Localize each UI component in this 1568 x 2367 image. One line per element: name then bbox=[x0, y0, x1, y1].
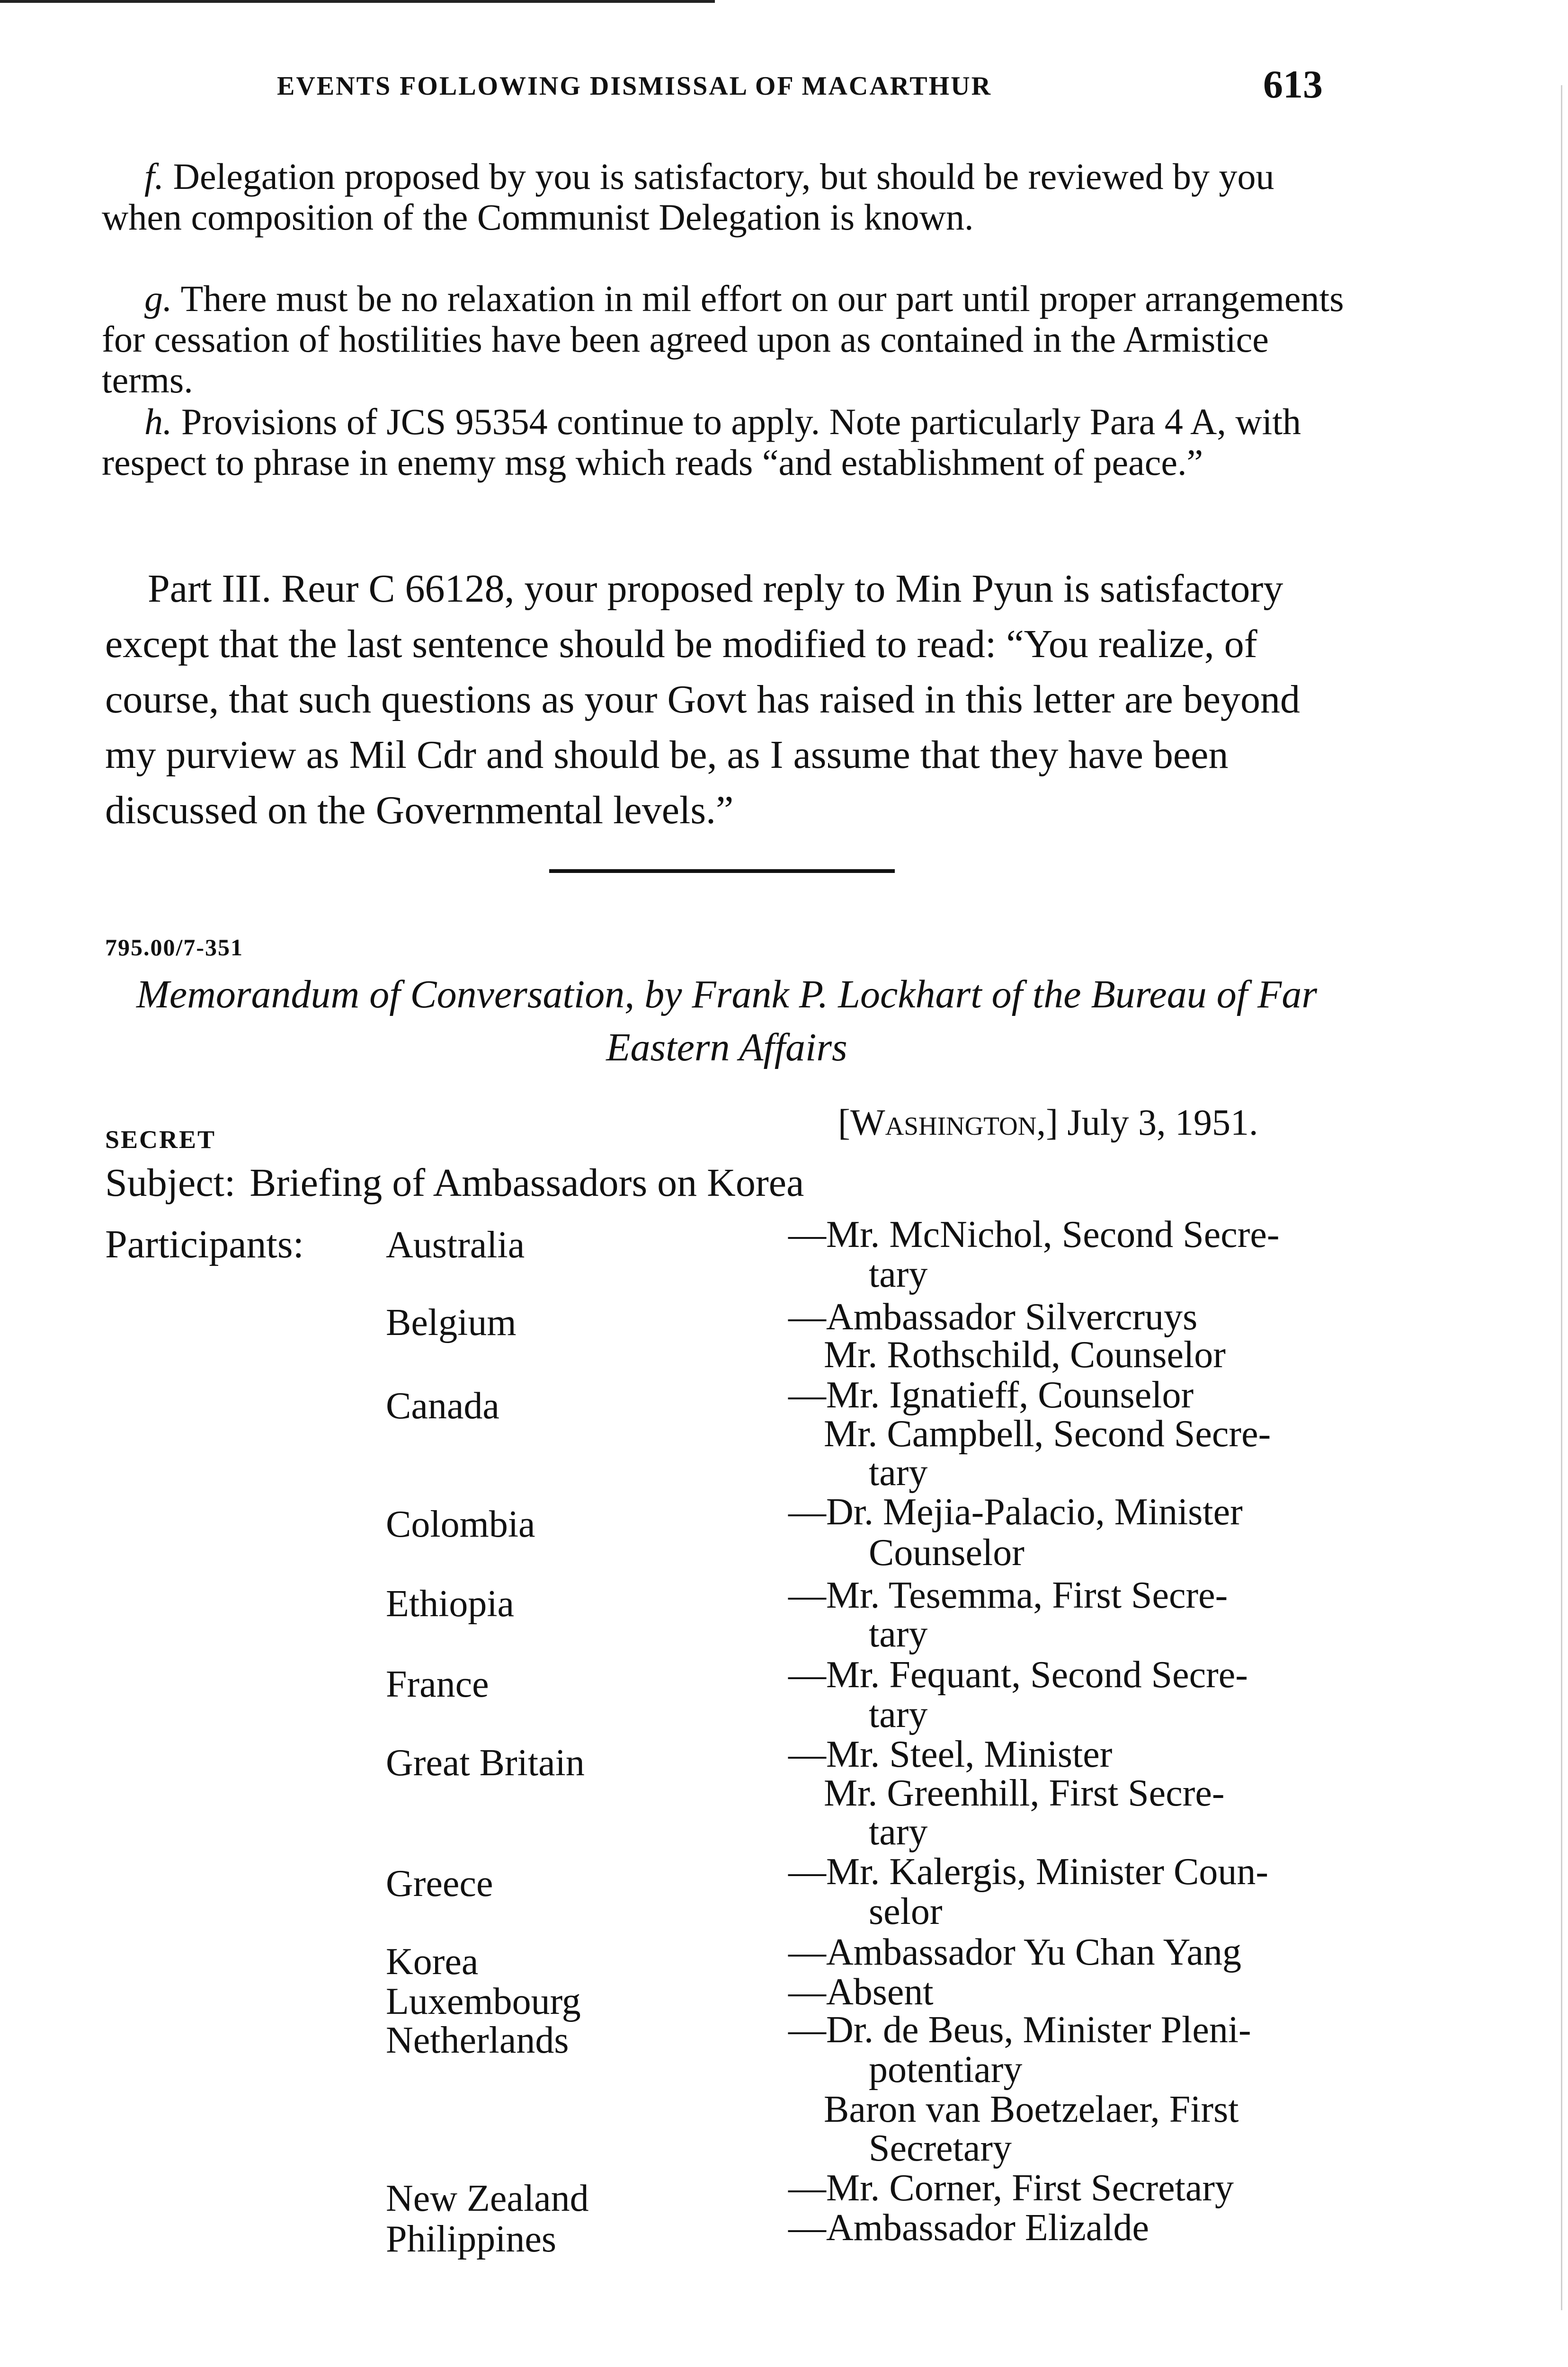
participant-rep-cont: tary bbox=[869, 1254, 928, 1295]
participant-rep: —Ambassador Elizalde bbox=[788, 2207, 1149, 2249]
section-divider bbox=[549, 869, 895, 873]
participant-rep: —Dr. Mejia-Palacio, Minister bbox=[788, 1491, 1243, 1533]
paragraph-part-three: Part III. Reur C 66128, your proposed reply to Min Pyun is satisfactory except that the last sentence should be modified to read: “You realize, of course, that such questions as your Govt has raised in this letter are beyond my purview as Mil Cdr and should be, as I assume that they have been discussed on the Governmental levels.” bbox=[105, 567, 1301, 832]
participant-country: France bbox=[386, 1664, 489, 1705]
participant-rep: —Mr. Fequant, Second Secre- bbox=[788, 1654, 1248, 1696]
participant-rep-cont: Baron van Boetzelaer, First bbox=[824, 2089, 1239, 2130]
participant-rep: —Dr. de Beus, Minister Pleni- bbox=[788, 2009, 1251, 2051]
participants-label: Participants: bbox=[105, 1222, 304, 1266]
item-label-f: f. bbox=[144, 156, 164, 197]
running-head: EVENTS FOLLOWING DISMISSAL OF MACARTHUR bbox=[277, 71, 992, 101]
subject-value: Briefing of Ambassadors on Korea bbox=[249, 1161, 804, 1205]
participant-rep: —Mr. Corner, First Secretary bbox=[788, 2167, 1234, 2209]
participant-rep: —Mr. McNichol, Second Secre- bbox=[788, 1214, 1280, 1255]
dateline-date: July 3, 1951. bbox=[1067, 1102, 1258, 1143]
participant-country: Australia bbox=[386, 1224, 525, 1266]
item-label-g: g. bbox=[144, 278, 172, 319]
item-text-g: There must be no relaxation in mil effort on our part until proper arrangements for cessation of hostilities have been agreed upon as contained in the Armistice terms. bbox=[102, 278, 1344, 400]
participant-country: Philippines bbox=[386, 2218, 557, 2260]
participant-rep: —Mr. Ignatieff, Counselor bbox=[788, 1374, 1194, 1416]
participant-country: Canada bbox=[386, 1385, 499, 1427]
participant-rep-cont: selor bbox=[869, 1891, 943, 1932]
participant-country: Great Britain bbox=[386, 1742, 585, 1784]
top-border-line bbox=[0, 0, 715, 3]
participant-rep-cont: tary bbox=[869, 1811, 928, 1853]
participant-country: New Zealand bbox=[386, 2178, 589, 2219]
participant-rep-cont: Mr. Rothschild, Counselor bbox=[824, 1334, 1226, 1376]
paragraph-f bbox=[102, 156, 1347, 238]
participant-rep: —Absent bbox=[788, 1971, 934, 2013]
dateline-place: Washington bbox=[850, 1102, 1037, 1143]
participant-rep-cont: Secretary bbox=[869, 2127, 1012, 2169]
participant-rep-cont: tary bbox=[869, 1613, 928, 1655]
document-title: Memorandum of Conversation, by Frank P. Lockhart of the Bureau of Far Eastern Affairs bbox=[136, 972, 1318, 1069]
dateline: [Washington,] July 3, 1951. bbox=[838, 1102, 1258, 1143]
item-text-h: Provisions of JCS 95354 continue to apply. Note particularly Para 4 A, with respect to phrase in enemy msg which reads “and establishment of peace.” bbox=[102, 401, 1301, 483]
participant-rep: —Mr. Kalergis, Minister Coun- bbox=[788, 1851, 1269, 1893]
participant-rep: —Mr. Steel, Minister bbox=[788, 1734, 1113, 1775]
participant-rep-cont: Mr. Campbell, Second Secre- bbox=[824, 1413, 1271, 1455]
subject-label: Subject: bbox=[105, 1161, 236, 1205]
classification: SECRET bbox=[105, 1125, 216, 1154]
file-number: 795.00/7-351 bbox=[105, 934, 244, 961]
item-label-h: h. bbox=[144, 401, 172, 442]
participant-country: Luxembourg bbox=[386, 1981, 581, 2022]
participant-rep-cont: tary bbox=[869, 1694, 928, 1735]
participant-rep: —Mr. Tesemma, First Secre- bbox=[788, 1575, 1228, 1616]
participant-country: Korea bbox=[386, 1941, 479, 1983]
page-number: 613 bbox=[1263, 62, 1323, 107]
paragraph-g bbox=[102, 278, 1347, 400]
participant-rep-cont: Mr. Greenhill, First Secre- bbox=[824, 1772, 1225, 1814]
participant-rep: —Ambassador Silvercruys bbox=[788, 1296, 1198, 1338]
subject-line bbox=[105, 1160, 804, 1206]
participant-country: Greece bbox=[386, 1863, 493, 1904]
participant-rep-cont: tary bbox=[869, 1452, 928, 1494]
participant-rep-cont: potentiary bbox=[869, 2049, 1023, 2091]
paragraph-h bbox=[102, 401, 1347, 483]
participant-rep-cont: Counselor bbox=[869, 1532, 1025, 1574]
participant-country: Belgium bbox=[386, 1302, 517, 1344]
item-text-f: Delegation proposed by you is satisfactory, but should be reviewed by you when composition of the Communist Delegation is known. bbox=[102, 156, 1274, 238]
participant-country: Netherlands bbox=[386, 2020, 569, 2061]
participant-rep: —Ambassador Yu Chan Yang bbox=[788, 1931, 1242, 1973]
page-edge-shadow bbox=[1561, 85, 1562, 2310]
participant-country: Ethiopia bbox=[386, 1583, 515, 1625]
participant-country: Colombia bbox=[386, 1504, 535, 1545]
